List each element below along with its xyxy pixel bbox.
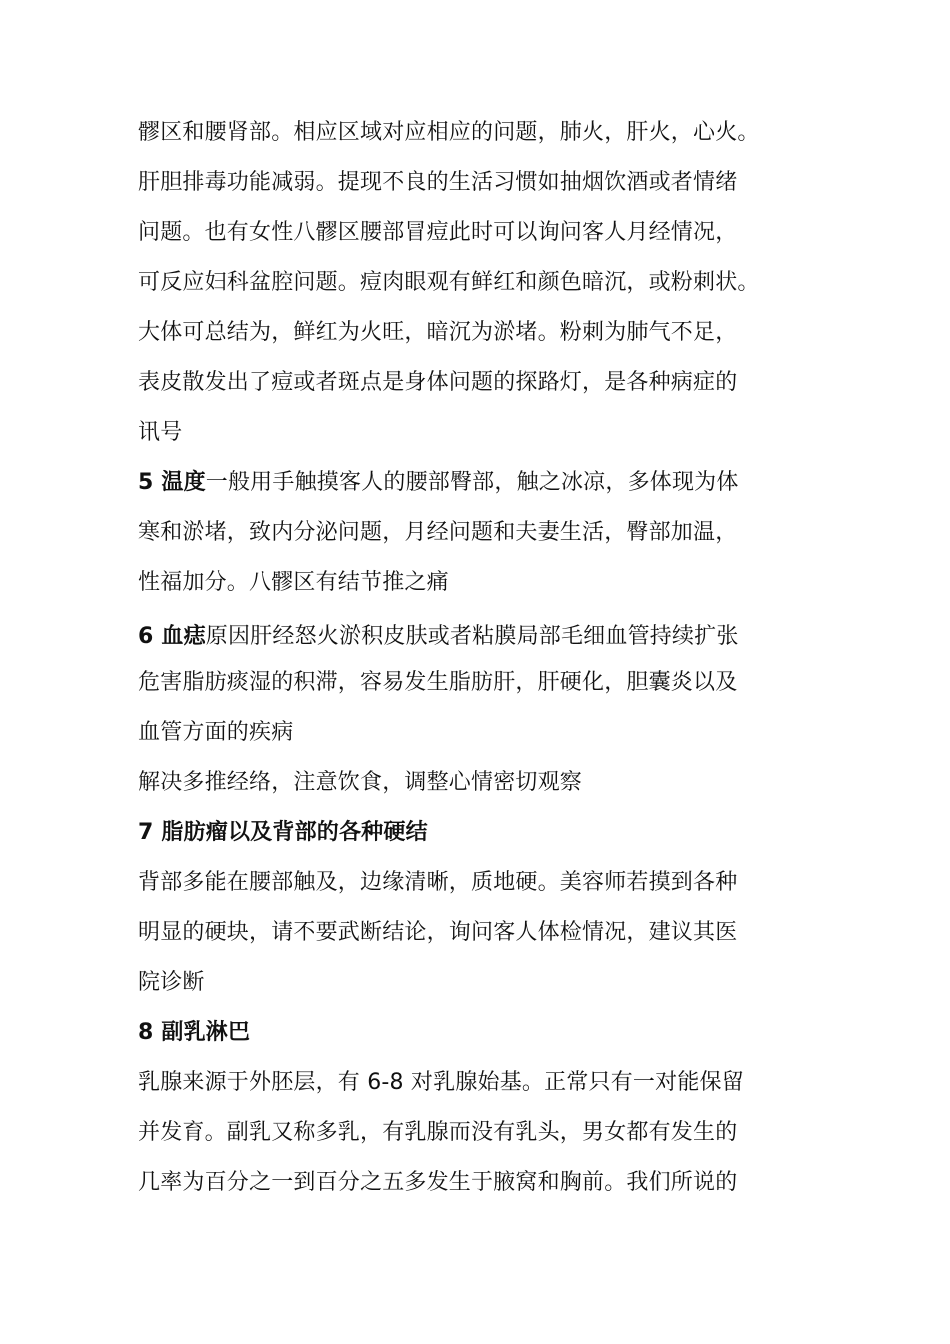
section-6-line xyxy=(138,622,739,652)
text-segment: 解决多推经络，注意饮食，调整心情密切观察 xyxy=(138,770,583,795)
text-segment: 明显的硬块，请不要武断结论，询问客人体检情况，建议其医 xyxy=(138,920,738,945)
text-segment: 危害脂肪痰湿的积滞，容易发生脂肪肝，肝硬化，胆囊炎以及 xyxy=(138,670,738,695)
text-line xyxy=(138,368,737,398)
section-heading-temperature: 5 温度 xyxy=(138,470,206,495)
text-segment: 肝胆排毒功能减弱。提现不良的生活习惯如抽烟饮酒或者情绪 xyxy=(138,170,738,195)
text-segment: 问题。也有女性八髎区腰部冒痘此时可以询问客人月经情况， xyxy=(138,220,738,245)
text-line xyxy=(138,968,205,998)
section-heading-blood-mole: 6 血痣 xyxy=(138,624,206,649)
section-7-heading xyxy=(138,818,428,848)
text-line xyxy=(138,668,737,698)
text-segment: 院诊断 xyxy=(138,970,205,995)
text-segment: 乳腺来源于外胚层，有 6-8 对乳腺始基。正常只有一对能保留 xyxy=(138,1070,744,1095)
text-line xyxy=(138,768,582,798)
text-segment: 讯号 xyxy=(138,420,183,445)
text-line xyxy=(138,268,760,298)
text-line xyxy=(138,718,293,748)
section-8-heading xyxy=(138,1018,250,1048)
text-line xyxy=(138,118,760,148)
text-line xyxy=(138,318,737,348)
text-line xyxy=(138,418,182,448)
text-segment: 背部多能在腰部触及，边缘清晰，质地硬。美容师若摸到各种 xyxy=(138,870,738,895)
section-5-line xyxy=(138,468,739,498)
text-segment: 性福加分。八髎区有结节推之痛 xyxy=(138,570,449,595)
text-line xyxy=(138,1118,737,1148)
text-segment: 髎区和腰肾部。相应区域对应相应的问题，肺火，肝火，心火。 xyxy=(138,120,760,145)
text-segment: 几率为百分之一到百分之五多发生于腋窝和胸前。我们所说的 xyxy=(138,1170,738,1195)
text-line xyxy=(138,518,737,548)
text-segment: 大体可总结为，鲜红为火旺，暗沉为淤堵。粉刺为肺气不足， xyxy=(138,320,738,345)
text-line xyxy=(138,218,737,248)
text-line xyxy=(138,568,449,598)
text-line xyxy=(138,1068,744,1098)
text-segment: 并发育。副乳又称多乳，有乳腺而没有乳头，男女都有发生的 xyxy=(138,1120,738,1145)
section-heading-lipoma: 7 脂肪瘤以及背部的各种硬结 xyxy=(138,820,428,845)
text-segment: 血管方面的疾病 xyxy=(138,720,294,745)
text-segment: 原因肝经怒火淤积皮肤或者粘膜局部毛细血管持续扩张 xyxy=(205,624,739,649)
text-segment: 一般用手触摸客人的腰部臀部，触之冰凉，多体现为体 xyxy=(205,470,739,495)
text-segment: 表皮散发出了痘或者斑点是身体问题的探路灯，是各种病症的 xyxy=(138,370,738,395)
text-line xyxy=(138,918,737,948)
section-heading-accessory-breast: 8 副乳淋巴 xyxy=(138,1020,251,1045)
text-line xyxy=(138,868,737,898)
text-segment: 可反应妇科盆腔问题。痘肉眼观有鲜红和颜色暗沉，或粉刺状。 xyxy=(138,270,760,295)
text-segment: 寒和淤堵，致内分泌问题，月经问题和夫妻生活，臀部加温， xyxy=(138,520,738,545)
text-line xyxy=(138,1168,737,1198)
text-line xyxy=(138,168,737,198)
